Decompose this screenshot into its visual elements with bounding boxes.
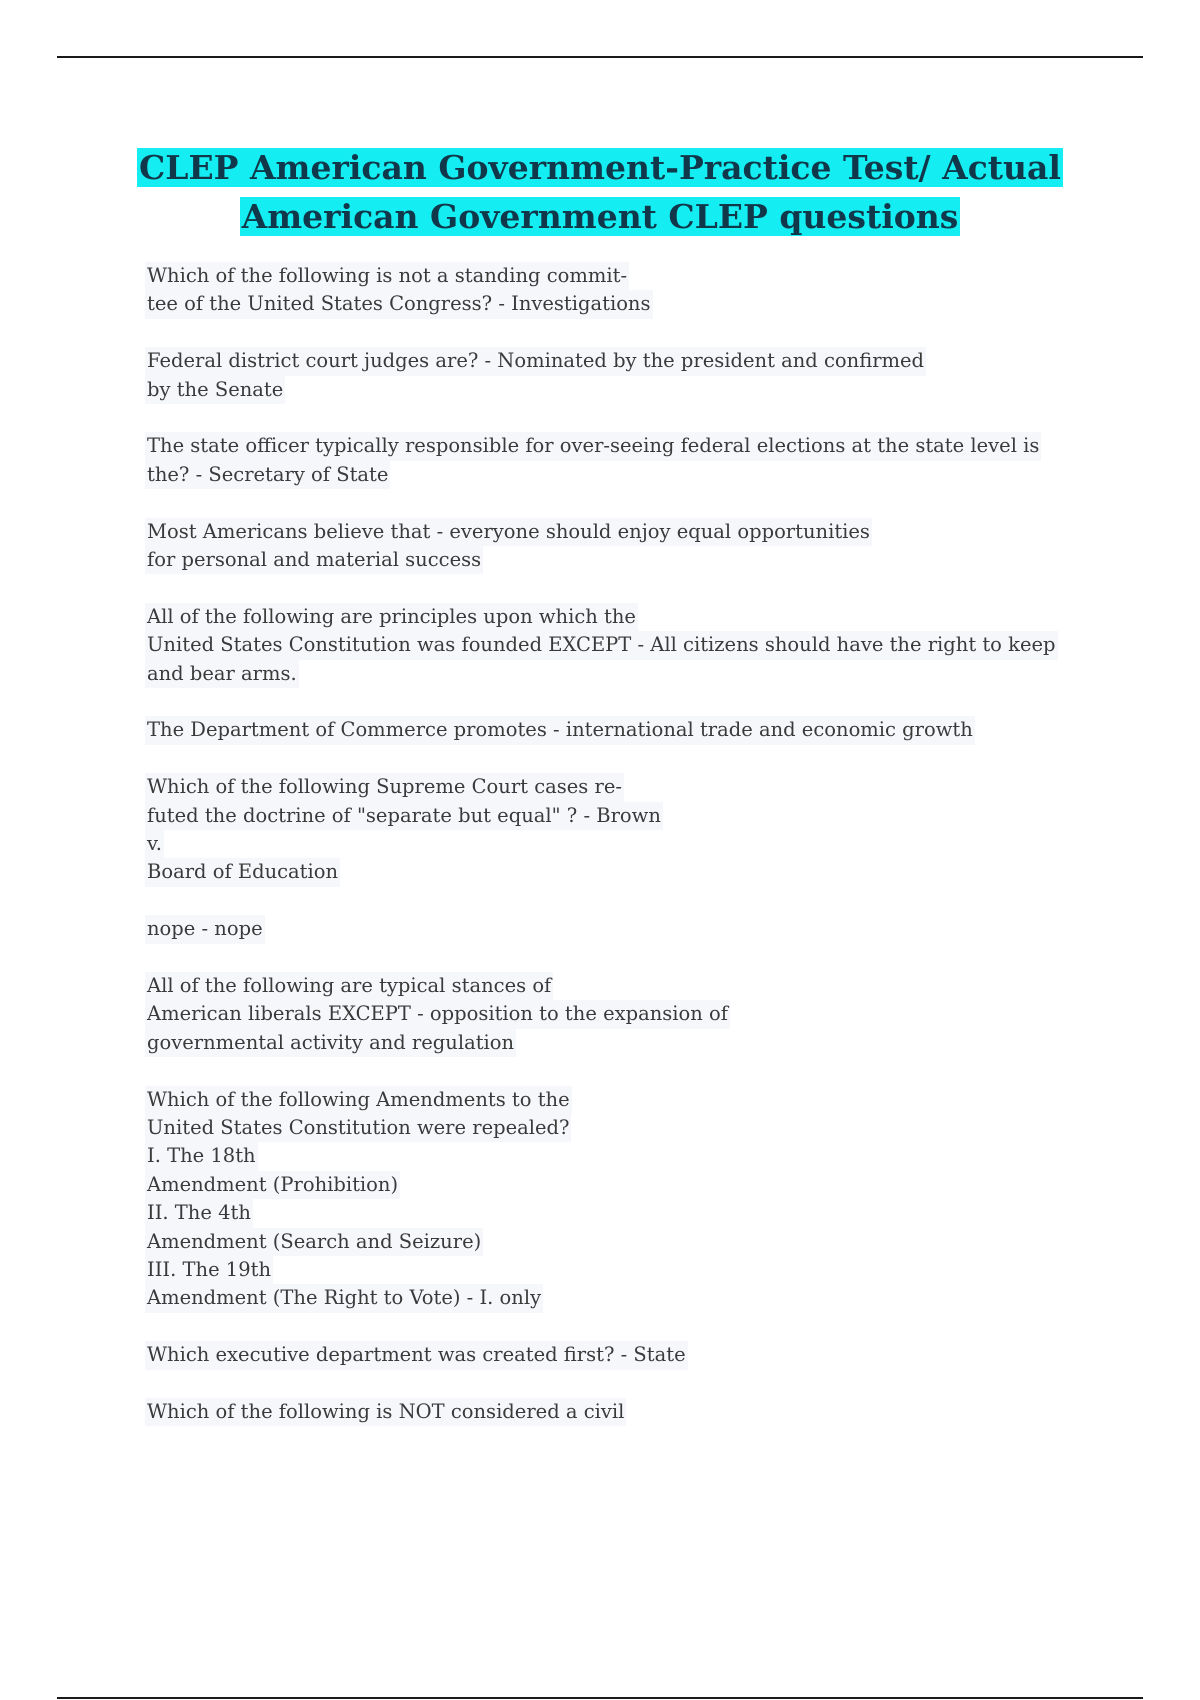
qa-item [145, 518, 1085, 575]
question-list [145, 262, 1085, 1455]
qa-line: United States Constitution was founded EXCEPT - All citizens should have the right to keep [145, 631, 1058, 659]
title-line-1: CLEP American Government-Practice Test/ Actual [139, 148, 1061, 187]
qa-item [145, 1398, 1085, 1426]
qa-line: Amendment (The Right to Vote) - I. only [145, 1284, 543, 1312]
qa-item [145, 262, 1085, 319]
qa-line: the? - Secretary of State [145, 461, 390, 489]
qa-line: United States Constitution were repealed? [145, 1114, 571, 1142]
qa-line: Which executive department was created first? - State [145, 1341, 688, 1369]
qa-item [145, 1341, 1085, 1369]
qa-item [145, 915, 1085, 943]
qa-item [145, 773, 1085, 887]
qa-line: Amendment (Search and Seizure) [145, 1228, 483, 1256]
qa-line: The Department of Commerce promotes - international trade and economic growth [145, 716, 975, 744]
qa-line: v. [145, 830, 164, 858]
document-title [100, 143, 1100, 241]
qa-item [145, 972, 1085, 1057]
bottom-rule [57, 1697, 1143, 1699]
qa-item [145, 432, 1085, 489]
qa-line: for personal and material success [145, 546, 483, 574]
qa-line: futed the doctrine of "separate but equal" ? - Brown [145, 802, 663, 830]
qa-item [145, 716, 1085, 744]
qa-line: tee of the United States Congress? - Investigations [145, 290, 653, 318]
title-line-2: American Government CLEP questions [241, 197, 959, 236]
qa-line: III. The 19th [145, 1256, 273, 1284]
qa-line: I. The 18th [145, 1142, 258, 1170]
qa-line: by the Senate [145, 376, 285, 404]
qa-line: Federal district court judges are? - Nominated by the president and confirmed [145, 347, 926, 375]
qa-line: American liberals EXCEPT - opposition to the expansion of [145, 1000, 730, 1028]
qa-line: Which of the following is NOT considered a civil [145, 1398, 626, 1426]
qa-line: All of the following are typical stances of [145, 972, 553, 1000]
qa-line: All of the following are principles upon which the [145, 603, 638, 631]
qa-item [145, 347, 1085, 404]
qa-line: Which of the following Amendments to the [145, 1086, 572, 1114]
qa-line: II. The 4th [145, 1199, 253, 1227]
qa-line: Amendment (Prohibition) [145, 1171, 400, 1199]
qa-line: and bear arms. [145, 660, 299, 688]
qa-line: nope - nope [145, 915, 265, 943]
qa-line: Most Americans believe that - everyone should enjoy equal opportunities [145, 518, 872, 546]
qa-line: Board of Education [145, 858, 340, 886]
qa-item [145, 603, 1085, 688]
qa-line: Which of the following Supreme Court cases re- [145, 773, 624, 801]
top-rule [57, 56, 1143, 58]
qa-line: governmental activity and regulation [145, 1029, 516, 1057]
qa-line: Which of the following is not a standing commit- [145, 262, 629, 290]
qa-line: The state officer typically responsible for over-seeing federal elections at the state level is [145, 432, 1041, 460]
qa-item [145, 1086, 1085, 1313]
